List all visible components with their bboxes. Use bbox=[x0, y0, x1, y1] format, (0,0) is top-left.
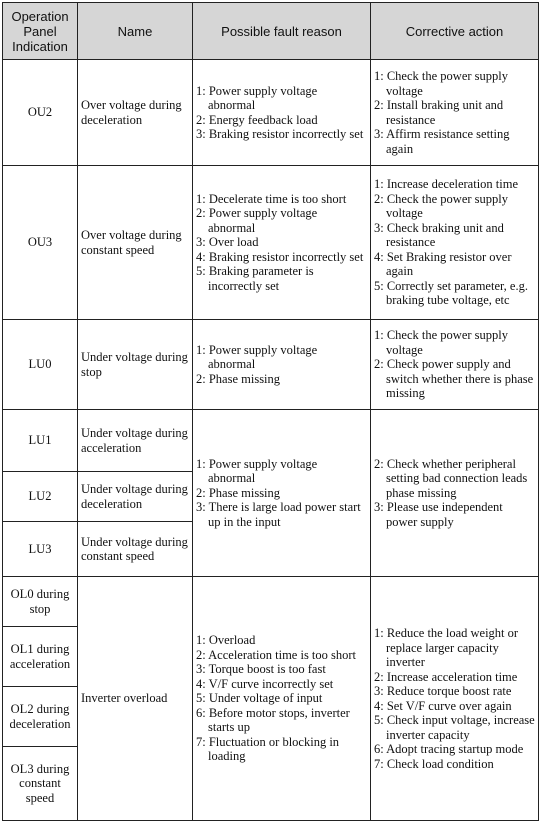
reason-item: 4: V/F curve incorrectly set bbox=[196, 676, 334, 691]
table-row bbox=[3, 320, 539, 410]
fault-code: OL2 during deceleration bbox=[3, 687, 78, 747]
reason-item: 3: Over load bbox=[196, 235, 259, 250]
reason-item: 3: There is large load power start up in the input bbox=[196, 500, 361, 529]
reason-item: 7: Fluctuation or blocking in loading bbox=[196, 734, 340, 764]
reason-item: 2: Acceleration time is too short bbox=[196, 647, 357, 662]
fault-name: Over voltage during deceleration bbox=[78, 60, 193, 166]
action-item: 7: Check load condition bbox=[374, 756, 494, 771]
action-item: 1: Increase deceleration time bbox=[374, 177, 519, 192]
fault-code: LU1 bbox=[3, 410, 78, 472]
table-row bbox=[3, 577, 539, 627]
fault-code: OU3 bbox=[3, 166, 78, 320]
reason-item: 3: Torque boost is too fast bbox=[196, 662, 326, 677]
action-item: 2: Check the power supply voltage bbox=[374, 191, 509, 221]
corrective-actions bbox=[371, 60, 539, 166]
fault-name: Inverter overload bbox=[78, 577, 193, 821]
fault-reasons bbox=[193, 166, 371, 320]
fault-code: OL3 during constant speed bbox=[3, 747, 78, 821]
corrective-actions bbox=[371, 320, 539, 410]
fault-name: Under voltage during stop bbox=[78, 320, 193, 410]
action-item: 6: Adopt tracing startup mode bbox=[374, 742, 524, 756]
reason-item: 5: Under voltage of input bbox=[196, 691, 323, 706]
header-indication: Operation Panel Indication bbox=[3, 3, 78, 60]
table-row bbox=[3, 166, 539, 320]
action-item: 1: Check the power supply voltage bbox=[374, 328, 509, 357]
action-item: 2: Install braking unit and resistance bbox=[374, 98, 504, 127]
fault-name: Over voltage during constant speed bbox=[78, 166, 193, 320]
reason-item: 1: Power supply voltage abnormal bbox=[196, 456, 318, 486]
reason-item: 2: Phase missing bbox=[196, 371, 281, 386]
corrective-actions bbox=[371, 166, 539, 320]
reason-item: 2: Phase missing bbox=[196, 485, 281, 500]
action-item: 5: Check input voltage, increase inverter capacity bbox=[374, 713, 535, 742]
fault-code: OL1 during acceleration bbox=[3, 627, 78, 687]
fault-name: Under voltage during acceleration bbox=[78, 410, 193, 472]
table-row bbox=[3, 60, 539, 166]
reason-item: 5: Braking parameter is incorrectly set bbox=[196, 264, 314, 293]
fault-code: OL0 during stop bbox=[3, 577, 78, 627]
reason-item: 2: Power supply voltage abnormal bbox=[196, 206, 318, 235]
action-item: 3: Check braking unit and resistance bbox=[374, 220, 504, 250]
action-item: 4: Set Braking resistor over again bbox=[374, 249, 512, 279]
action-item: 3: Affirm resistance setting again bbox=[374, 127, 510, 156]
action-item: 3: Please use independent power supply bbox=[374, 500, 503, 529]
header-name: Name bbox=[78, 3, 193, 60]
corrective-actions bbox=[371, 577, 539, 821]
fault-code: LU3 bbox=[3, 522, 78, 577]
fault-name: Under voltage during constant speed bbox=[78, 522, 193, 577]
action-item: 4: Set V/F curve over again bbox=[374, 698, 512, 713]
header-action: Corrective action bbox=[371, 3, 539, 60]
header-reason: Possible fault reason bbox=[193, 3, 371, 60]
action-item: 2: Increase acceleration time bbox=[374, 669, 518, 684]
fault-name: Under voltage during deceleration bbox=[78, 472, 193, 522]
reason-item: 1: Decelerate time is too short bbox=[196, 191, 347, 206]
action-item: 1: Check the power supply voltage bbox=[374, 69, 509, 98]
action-item: 2: Check whether peripheral setting bad connection leads phase missing bbox=[374, 456, 528, 500]
fault-code: LU0 bbox=[3, 320, 78, 410]
fault-code: LU2 bbox=[3, 472, 78, 522]
reason-item: 3: Braking resistor incorrectly set bbox=[196, 127, 364, 141]
reason-item: 6: Before motor stops, inverter starts up bbox=[196, 705, 350, 735]
corrective-actions bbox=[371, 410, 539, 577]
table-row bbox=[3, 410, 539, 472]
fault-code: OU2 bbox=[3, 60, 78, 166]
action-item: 2: Check power supply and switch whether there is phase missing bbox=[374, 357, 534, 401]
fault-reasons bbox=[193, 577, 371, 821]
fault-table bbox=[2, 2, 539, 821]
fault-reasons bbox=[193, 320, 371, 410]
reason-item: 1: Power supply voltage abnormal bbox=[196, 342, 318, 372]
action-item: 1: Reduce the load weight or replace larger capacity inverter bbox=[374, 626, 519, 669]
reason-item: 2: Energy feedback load bbox=[196, 112, 318, 127]
reason-item: 1: Power supply voltage abnormal bbox=[196, 83, 318, 112]
header-row bbox=[3, 3, 539, 60]
reason-item: 1: Overload bbox=[196, 633, 256, 648]
fault-reasons bbox=[193, 60, 371, 166]
reason-item: 4: Braking resistor incorrectly set bbox=[196, 249, 364, 264]
action-item: 3: Reduce torque boost rate bbox=[374, 684, 512, 698]
action-item: 5: Correctly set parameter, e.g. braking tube voltage, etc bbox=[374, 278, 528, 308]
fault-reasons bbox=[193, 410, 371, 577]
